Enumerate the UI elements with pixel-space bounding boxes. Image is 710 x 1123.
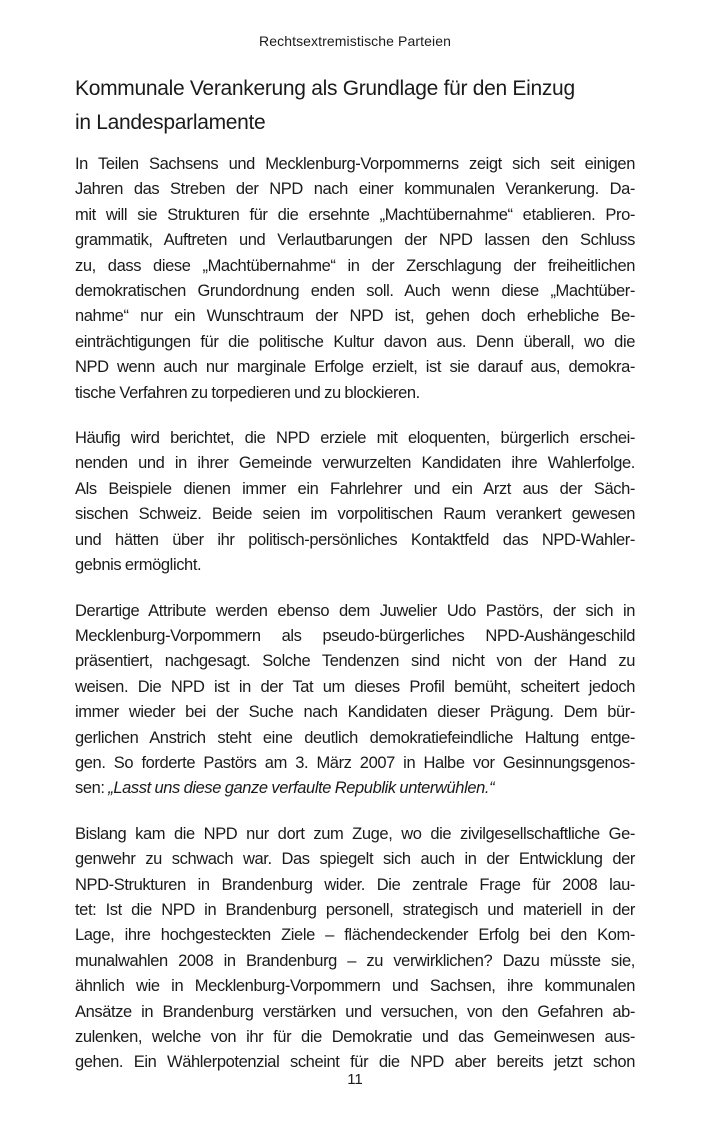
paragraph-line: tische Verfahren zu torpedieren und zu blockieren. — [75, 383, 420, 402]
quote-lead-in: sen: — [75, 779, 109, 798]
paragraph-line: grammatik, Auftreten und Verlautbarungen der NPD lassen den Schluss — [75, 231, 635, 250]
paragraph-line: präsentiert, nachgesagt. Solche Tendenzen sind nicht von der Hand zu — [75, 652, 635, 671]
paragraph-line: mit will sie Strukturen für die ersehnte „Machtübernahme“ etablieren. Pro- — [75, 205, 635, 224]
paragraph-1 — [75, 152, 635, 406]
paragraph-line: Bislang kam die NPD nur dort zum Zuge, wo die zivilgesellschaftliche Ge- — [75, 824, 635, 843]
paragraph-line: weisen. Die NPD ist in der Tat um dieses Profil bemüht, scheitert jedoch — [75, 677, 635, 696]
paragraph-line: Derartige Attribute werden ebenso dem Juwelier Udo Pastörs, der sich in — [75, 601, 635, 620]
paragraph-2 — [75, 426, 635, 578]
running-header: Rechtsextremistische Parteien — [259, 33, 451, 49]
paragraph-4 — [75, 822, 635, 1076]
paragraph-line: genwehr zu schwach war. Das spiegelt sich auch in der Entwicklung der — [75, 850, 635, 869]
paragraph-line: zulenken, welche von ihr für die Demokratie und das Gemeinwesen aus- — [75, 1028, 635, 1046]
paragraph-line: demokratischen Grundordnung enden soll. Auch wenn diese „Machtüber- — [75, 282, 635, 301]
paragraph-line: nahme“ nur ein Wunschtraum der NPD ist, gehen doch erhebliche Be- — [75, 307, 635, 326]
paragraph-line-with-quote — [75, 776, 635, 801]
pastoers-quote: „Lasst uns diese ganze verfaulte Republik unterwühlen.“ — [108, 779, 495, 798]
paragraph-line: NPD wenn auch nur marginale Erfolge erzielt, ist sie darauf aus, demokra- — [75, 358, 635, 377]
paragraph-line: Als Beispiele dienen immer ein Fahrlehrer und ein Arzt aus der Säch- — [75, 479, 635, 498]
paragraph-line: Häufig wird berichtet, die NPD erziele mit eloquenten, bürgerlich erschei- — [75, 429, 635, 448]
paragraph-line: Ansätze in Brandenburg verstärken und versuchen, von den Gefahren ab- — [75, 1002, 635, 1021]
section-heading-line-1: Kommunale Verankerung als Grundlage für den Einzug — [75, 77, 575, 100]
paragraph-line: zu, dass diese „Machtübernahme“ in der Zerschlagung der freiheitlichen — [75, 256, 635, 275]
paragraph-line: Jahren das Streben der NPD nach einer kommunalen Verankerung. Da- — [75, 180, 635, 199]
paragraph-line: gerlichen Anstrich steht eine deutlich demokratiefeindliche Haltung entge- — [75, 728, 635, 747]
paragraph-line: gen. So forderte Pastörs am 3. März 2007 in Halbe vor Gesinnungsgenos- — [75, 753, 635, 772]
paragraph-line: ähnlich wie in Mecklenburg-Vorpommern und Sachsen, ihre kommunalen — [75, 977, 635, 996]
paragraph-line: immer wieder bei der Suche nach Kandidaten dieser Prägung. Dem bür- — [75, 703, 635, 722]
paragraph-line: tet: Ist die NPD in Brandenburg personell, strategisch und materiell in der — [75, 900, 635, 919]
paragraph-line: NPD-Strukturen in Brandenburg wider. Die zentrale Frage für 2008 lau- — [75, 875, 635, 894]
paragraph-line: Mecklenburg-Vorpommern als pseudo-bürgerliches NPD-Aushängeschild — [75, 626, 635, 645]
paragraph-line: einträchtigungen für die politische Kultur davon aus. Denn überall, wo die — [75, 332, 635, 351]
paragraph-line: sischen Schweiz. Beide seien im vorpolitischen Raum verankert gewesen — [75, 505, 635, 524]
paragraph-line: In Teilen Sachsens und Mecklenburg-Vorpommerns zeigt sich seit einigen — [75, 155, 635, 173]
page-content — [75, 72, 635, 1096]
section-heading — [75, 72, 635, 140]
paragraph-line: Lage, ihre hochgesteckten Ziele – flächendeckender Erfolg bei den Kom- — [75, 926, 635, 945]
page-number: 11 — [347, 1071, 363, 1088]
paragraph-line: munalwahlen 2008 in Brandenburg – zu verwirklichen? Dazu müsste sie, — [75, 951, 635, 970]
paragraph-line: und hätten über ihr politisch-persönliches Kontaktfeld das NPD-Wahler- — [75, 530, 635, 549]
paragraph-line: gehen. Ein Wählerpotenzial scheint für die NPD aber bereits jetzt schon — [75, 1053, 635, 1072]
paragraph-line: nenden und in ihrer Gemeinde verwurzelten Kandidaten ihre Wahlerfolge. — [75, 454, 635, 473]
section-heading-line-2: in Landesparlamente — [75, 111, 266, 134]
paragraph-3 — [75, 599, 635, 802]
paragraph-line: gebnis ermöglicht. — [75, 556, 202, 575]
